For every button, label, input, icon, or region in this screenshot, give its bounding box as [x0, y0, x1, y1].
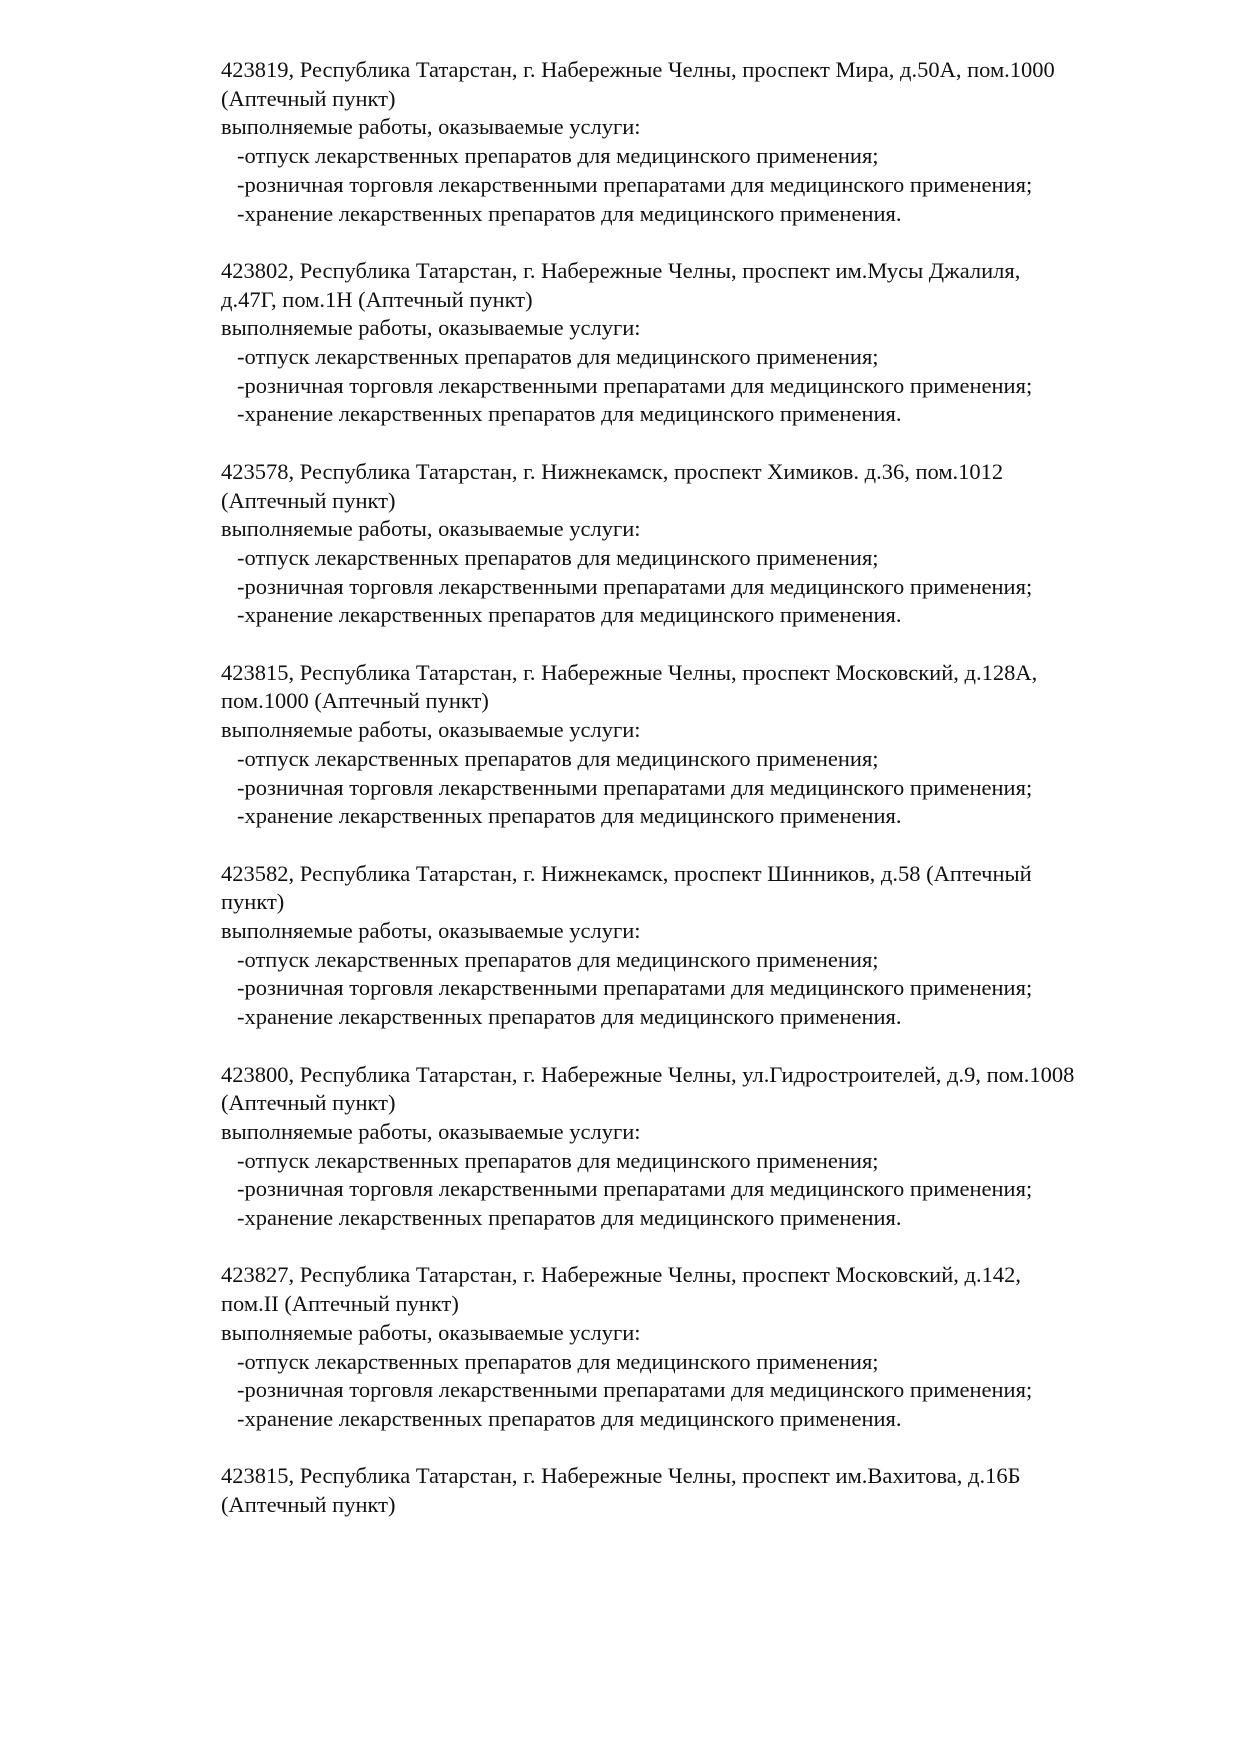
services-heading: выполняемые работы, оказываемые услуги: — [221, 516, 641, 542]
address-line: 423815, Республика Татарстан, г. Набережные Челны, проспект Московский, д.128А, — [221, 659, 1038, 685]
pharmacy-entry — [221, 1261, 1221, 1433]
address-line: 423578, Республика Татарстан, г. Нижнекамск, проспект Химиков. д.36, пом.1012 — [221, 458, 1004, 484]
service-item: -розничная торговля лекарственными препаратами для медицинского применения; — [237, 1377, 1033, 1403]
pharmacy-entry — [221, 1061, 1221, 1233]
service-item: -отпуск лекарственных препаратов для медицинского применения; — [237, 946, 879, 972]
address-line: 423815, Республика Татарстан, г. Набережные Челны, проспект им.Вахитова, д.16Б — [221, 1463, 1021, 1489]
address-line: 423827, Республика Татарстан, г. Набережные Челны, проспект Московский, д.142, — [221, 1262, 1021, 1288]
pharmacy-entry — [221, 860, 1221, 1032]
service-item: -отпуск лекарственных препаратов для медицинского применения; — [237, 344, 879, 370]
address-line-continued: пом.1000 (Аптечный пункт) — [221, 688, 489, 714]
service-item: -хранение лекарственных препаратов для медицинского применения. — [237, 602, 902, 628]
service-item: -розничная торговля лекарственными препаратами для медицинского применения; — [237, 975, 1033, 1001]
document-page — [221, 56, 1221, 1548]
services-heading: выполняемые работы, оказываемые услуги: — [221, 1118, 641, 1144]
service-item: -отпуск лекарственных препаратов для медицинского применения; — [237, 143, 879, 169]
service-item: -отпуск лекарственных препаратов для медицинского применения; — [237, 745, 879, 771]
address-line-continued: (Аптечный пункт) — [221, 1492, 396, 1518]
service-item: -отпуск лекарственных препаратов для медицинского применения; — [237, 544, 879, 570]
pharmacy-entry — [221, 1462, 1221, 1519]
pharmacy-entry — [221, 458, 1221, 630]
address-line-continued: (Аптечный пункт) — [221, 85, 396, 111]
address-line: 423800, Республика Татарстан, г. Набережные Челны, ул.Гидростроителей, д.9, пом.1008 — [221, 1061, 1075, 1087]
address-line: 423582, Республика Татарстан, г. Нижнекамск, проспект Шинников, д.58 (Аптечный — [221, 860, 1032, 886]
service-item: -хранение лекарственных препаратов для медицинского применения. — [237, 200, 902, 226]
service-item: -хранение лекарственных препаратов для медицинского применения. — [237, 1205, 902, 1231]
service-item: -хранение лекарственных препаратов для медицинского применения. — [237, 1405, 902, 1431]
services-heading: выполняемые работы, оказываемые услуги: — [221, 315, 641, 341]
services-heading: выполняемые работы, оказываемые услуги: — [221, 717, 641, 743]
service-item: -розничная торговля лекарственными препаратами для медицинского применения; — [237, 573, 1033, 599]
service-item: -хранение лекарственных препаратов для медицинского применения. — [237, 803, 902, 829]
address-line-continued: д.47Г, пом.1Н (Аптечный пункт) — [221, 286, 533, 312]
services-heading: выполняемые работы, оказываемые услуги: — [221, 918, 641, 944]
address-line: 423819, Республика Татарстан, г. Набережные Челны, проспект Мира, д.50А, пом.1000 — [221, 57, 1055, 82]
service-item: -отпуск лекарственных препаратов для медицинского применения; — [237, 1147, 879, 1173]
service-item: -розничная торговля лекарственными препаратами для медицинского применения; — [237, 774, 1033, 800]
address-line-continued: пункт) — [221, 889, 285, 915]
pharmacy-entry — [221, 56, 1221, 228]
service-item: -хранение лекарственных препаратов для медицинского применения. — [237, 1004, 902, 1030]
service-item: -хранение лекарственных препаратов для медицинского применения. — [237, 401, 902, 427]
service-item: -розничная торговля лекарственными препаратами для медицинского применения; — [237, 372, 1033, 398]
address-line: 423802, Республика Татарстан, г. Набережные Челны, проспект им.Мусы Джалиля, — [221, 257, 1021, 283]
service-item: -отпуск лекарственных препаратов для медицинского применения; — [237, 1348, 879, 1374]
services-heading: выполняемые работы, оказываемые услуги: — [221, 114, 641, 140]
service-item: -розничная торговля лекарственными препаратами для медицинского применения; — [237, 1176, 1033, 1202]
services-heading: выполняемые работы, оказываемые услуги: — [221, 1319, 641, 1345]
pharmacy-entry — [221, 257, 1221, 429]
address-line-continued: (Аптечный пункт) — [221, 487, 396, 513]
service-item: -розничная торговля лекарственными препаратами для медицинского применения; — [237, 171, 1033, 197]
address-line-continued: (Аптечный пункт) — [221, 1090, 396, 1116]
pharmacy-entry — [221, 659, 1221, 831]
address-line-continued: пом.II (Аптечный пункт) — [221, 1291, 459, 1317]
